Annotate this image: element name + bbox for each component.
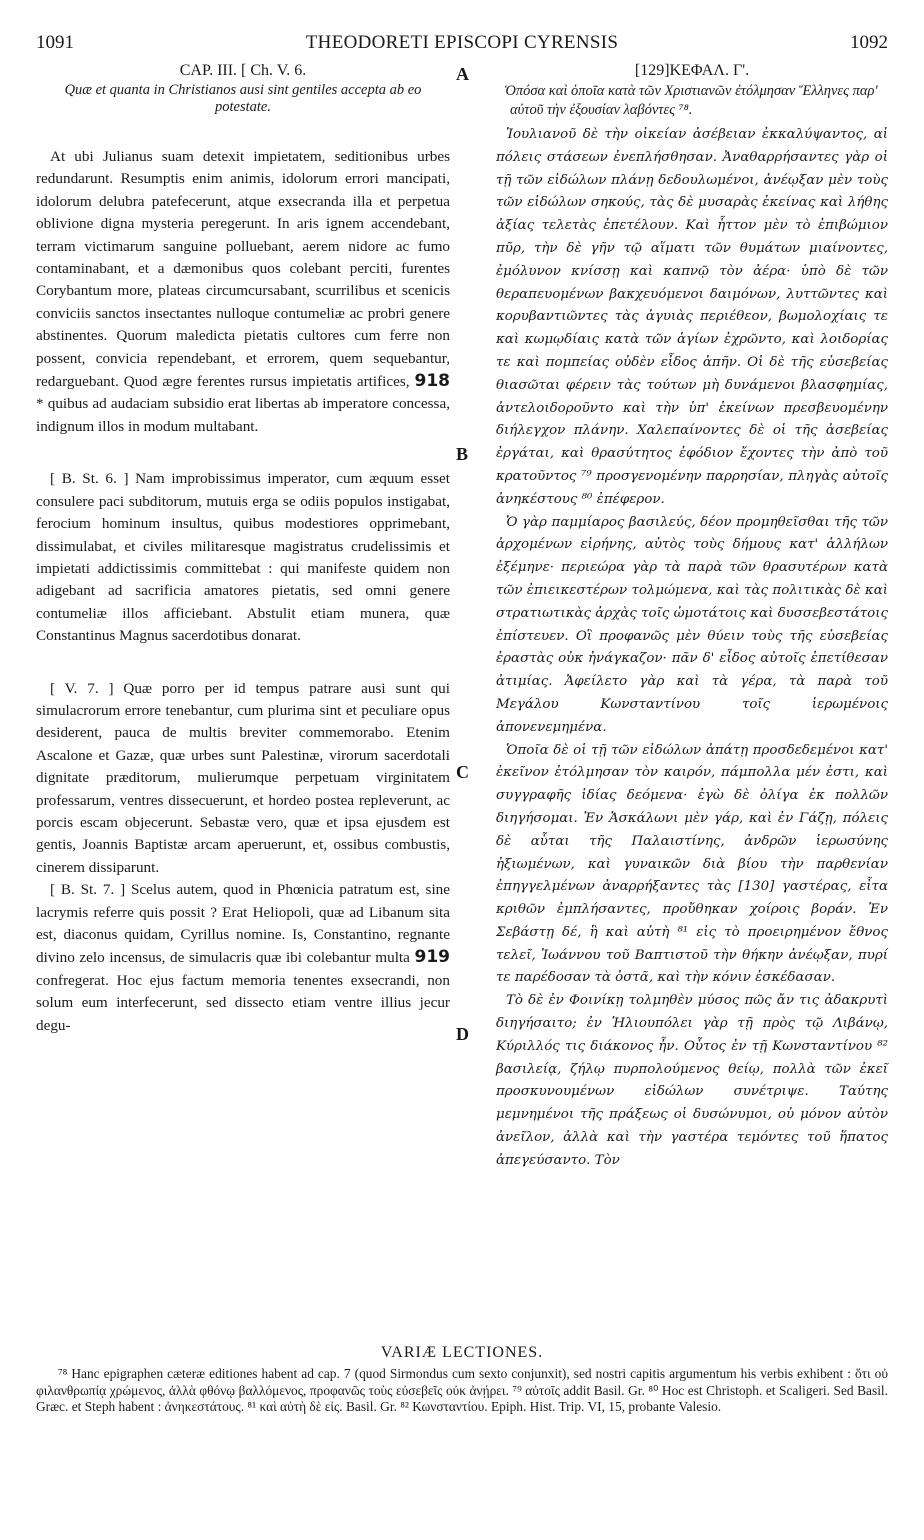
greek-column (496, 62, 888, 1173)
greek-chapter-summary: Ὁπόσα καὶ ὁποῖα κατὰ τῶν Χριστιανῶν ἐτόλμησαν Ἕλληνες παρ' αὐτοῦ τὴν ἐξουσίαν λαβόντες ⁷⁸. (504, 83, 878, 118)
greek-paragraph: Τὸ δὲ ἐν Φοινίκῃ τολμηθὲν μύσος πῶς ἄν τις ἀδακρυτὶ διηγήσαιτο; ἐν Ἡλιουπόλει γὰρ τῇ πρὸς τῷ Λιβάνῳ, Κύριλλός τις διάκονος ἦν. Οὗτος ἐν τῇ Κωνσταντίνου ⁸² βασιλείᾳ, ζήλῳ πυρπολούμενος θείῳ, πολλὰ τῶν ἐκεῖ προσκυνουμένων εἰδώλων συνέτριψε. Ταύτης μεμνημένοι τῆς πράξεως οἱ δυσώνυμοι, οὐ μόνον αὐτὸν ἀνεῖλον, ἀλλὰ καὶ τὴν γαστέρα τεμόντες τοῦ ἥπατος ἀπεγεύσαντο. Τὸν (496, 993, 888, 1168)
variae-lectiones-text: ⁷⁸ Hanc epigraphen cæteræ editiones habent ad cap. 7 (quod Sirmondus cum sexto conjunxit), sed nostri capitis argumentum his verbis exhibent : ὅτι οὐ φιλανθρωπίᾳ χρώμενος, ἀλλὰ φθόνῳ βαλλόμενος, προφανῶς τοὺς εὐσεβεῖς οὐκ ἀνῄρει. ⁷⁹ αὐτοῖς addit Basil. Gr. ⁸⁰ Hoc est Christoph. et Scaligeri. Sed Basil. Græc. et Steph habent : ἀνηκεστάτους. ⁸¹ καὶ αὐτὴ δὲ εἰς. Basil. Gr. ⁸² Κωνσταντίου. Epiph. Hist. Trip. VI, 15, probante Valesio. (36, 1366, 888, 1414)
running-title: THEODORETI EPISCOPI CYRENSIS (305, 32, 619, 53)
latin-paragraph: [ B. St. 6. ] Nam improbissimus imperator, cum æquum esset consulere paci subditorum, mutuis erga se odiis populos instigabat, ferocium hominum insultus, quibus modestiores opprimebant, dissimulabat, et civiles militaresque magistratus crudelissimis et impietati addictissimis committebat : qui manifeste quidem non adigebant ad sacrificia amatores pietatis, sed omni genere contumeliæ illos afficiebant. Abstulit etiam munera, quæ Constantinus Magnus sacerdotibus donarat. (36, 470, 450, 645)
latin-column (36, 62, 450, 1037)
margin-letter-d: D (456, 1024, 469, 1044)
latin-paragraph-text: At ubi Julianus suam detexit impietatem, seditionibus urbes redundarunt. Resumptis enim animis, idolorum errori mancipati, idolorum delubra patefecerunt, atque exsecranda illa et perpetua oblivione digna mysteria peregerunt. In aris ignem accendebant, terram victimarum sanguine polluebant, aerem nidore ac fumo contaminabant, et a dæmonibus quos colebant perciti, furentes Corybantum more, plateas circumcursabant, scurrilibus et scenicis conviciis sanctos insectantes nulloque contumeliæ ac probri genere abstinentes. Quorum maledicta pietatis cultores cum ferre non possent, convicia rependebant, et errorem, quem sequebantur, redarguebant. Quod ægre ferentes rursus impietatis artifices, (36, 148, 450, 391)
latin-paragraph-text: [ B. St. 7. ] Scelus autem, quod in Phœnicia patratum est, sine lacrymis referre quis possit ? Erat Heliopoli, quæ ad Libanum sita est, diaconus quidam, Cyrillus nomine. Is, Constantino, regnante divino zelo incensus, de simulacris quæ ibi colebantur multa (36, 881, 450, 967)
greek-paragraph: Ὁ γὰρ παμμίαρος βασιλεύς, δέον προμηθεῖσθαι τῆς τῶν ἀρχομένων εἰρήνης, αὐτὸς τοὺς δήμους κατ' ἀλλήλων ἐξέμηνε· περιεώρα γὰρ τὰ παρὰ τῶν θρασυτέρων κατὰ τῶν ἐπιεικεστέρων τολμώμενα, καὶ τὰς πολιτικὰς δὲ καὶ στρατιωτικὰς ἀρχὰς τοῖς ὠμοτάτοις καὶ δυσσεβεστάτοις ἐπίστευεν. Οἳ προφανῶς μὲν θύειν τοὺς τῆς εὐσεβείας ἐραστὰς οὐκ ἠνάγκαζον· πᾶν δ' εἶδος αὐτοῖς ἐπετίθεσαν ἀτιμίας. Ἀφείλετο γὰρ καὶ τὰ γέρα, τὰ παρὰ τοῦ Μεγάλου Κωνσταντίνου τοῖς ἱερωμένοις ἀπονενεμημένα. (496, 514, 888, 735)
latin-paragraph-tail: * quibus ad audaciam subsidio erat libertas ab imperatore concessa, indignum illos in modum multabant. (36, 395, 450, 435)
greek-chapter-heading: [129]ΚΕΦΑΛ. Γ'. (634, 62, 750, 79)
greek-paragraph: Ὁποῖα δὲ οἱ τῇ τῶν εἰδώλων ἀπάτῃ προσδεδεμένοι κατ' ἐκεῖνον ἐτόλμησαν τὸν καιρόν, πάμπολλα μέν ἐστι, καὶ συγγραφῆς ἰδίας δεόμενα· ἐγὼ δὲ ὀλίγα ἐκ πολλῶν διηγήσομαι. Ἐν Ἀσκάλωνι μὲν γάρ, καὶ ἐν Γάζῃ, πόλεις δὲ αὗται τῆς Παλαιστίνης, ἀνδρῶν ἱερωσύνης ἠξιωμένων, καὶ γυναικῶν διὰ βίου τὴν παρθενίαν ἐπηγγελμένων ἀναρρήξαντες τὰς [130] γαστέρας, εἶτα κριθῶν ἐμπλήσαντες, προὔθηκαν χοίροις βοράν. Ἐν Σεβάστῃ δέ, ἣ καὶ αὐτὴ ⁸¹ εἰς τὸ προειρημένον ἔθνος τελεῖ, Ἰωάννου τοῦ Βαπτιστοῦ τὴν θήκην ἀνέῳξαν, πυρί τε παρέδοσαν τὰ ὀστᾶ, καὶ τὴν κόνιν ἐσκέδασαν. (496, 742, 888, 986)
latin-paragraph (36, 879, 450, 1037)
latin-chapter-summary: Quæ et quanta in Christianos ausi sint gentiles accepta ab eo potestate. (64, 82, 422, 115)
latin-paragraph-tail: confregerat. Hoc ejus factum memoria tenentes exsecrandi, non solum eum interfecerunt, sed dissecto etiam ventre illius jecur degu- (36, 971, 450, 1034)
column-number-919: 919 (414, 947, 450, 968)
column-number-918: 918 (414, 371, 450, 392)
page-number-left: 1091 (36, 32, 74, 53)
latin-paragraph (36, 146, 450, 438)
page-number-right: 1092 (850, 32, 888, 53)
margin-letter-b: B (456, 444, 469, 464)
variae-lectiones-heading: VARIÆ LECTIONES. (380, 1344, 544, 1361)
margin-letter-a: A (456, 64, 469, 84)
running-head (36, 32, 888, 58)
latin-paragraph: [ V. 7. ] Quæ porro per id tempus patrare ausi sunt qui simulacrorum errore tenebantur, cum plurima sint et peculiare opus desiderent, pauca de multis breviter commemorabo. Etenim Ascalone et Gazæ, quæ urbes sunt Palestinæ, virorum sacerdotali dignitate præditorum, mulierumque perpetuam virginitatem professarum, ventres dissecuerunt, et hordeo postea repleverunt, ac porcis escam objecerunt. Sebastæ vero, quæ et ipsa ejusdem est gentis, Joannis Baptistæ arcam aperuerunt, et, ossibus combustis, cinerem dissiparunt. (36, 679, 450, 876)
margin-letter-c: C (456, 762, 469, 782)
latin-chapter-heading: CAP. III. [ Ch. V. 6. (179, 62, 307, 79)
greek-paragraph: Ἰουλιανοῦ δὲ τὴν οἰκείαν ἀσέβειαν ἐκκαλύψαντος, αἱ πόλεις στάσεων ἐνεπλήσθησαν. Ἀναθαρρήσαντες γὰρ οἱ τῇ τῶν εἰδώλων πλάνῃ δεδουλωμένοι, ἀνέῳξαν μὲν τοὺς τῶν εἰδώλων σηκούς, τὰς δὲ μυσαρὰς ἐκείνας καὶ λήθης ἀξίας τελετὰς ἐπετέλουν. Καὶ ἧττον μὲν τὸ ἐπιβώμιον πῦρ, τὴν δὲ γῆν τῷ αἵματι τῶν θυμάτων μιαίνοντες, ἐμόλυνον κνίσσῃ καὶ καπνῷ τὸν ἀέρα· ὑπὸ δὲ τῶν θεραπευομένων βακχευόμενοι δαιμόνων, λυττῶντες καὶ κορυβαντιῶντες τὰς ἀγυιὰς περιέθεον, βωμολοχίαις τε καὶ κωμῳδίαις κατὰ τῶν ἁγίων ἐχρῶντο, καὶ λοιδορίας τε καὶ πομπείας οὐδὲν εἶδος ἀπῆν. Οἱ δὲ τῆς εὐσεβείας θιασῶται φέρειν τὰς τούτων μὴ δυνάμενοι βλασφημίας, ἀντελοιδοροῦντο καὶ τὴν ὑπ' ἐκείνων πρεσβευομένην διήλεγχον πλάνην. Χαλεπαίνοντες δὲ οἱ τῆς ἀσεβείας ἐργάται, καὶ θρασύτητος ἐφόδιον ἔχοντες τὴν ἀπὸ τοῦ κρατοῦντος ⁷⁹ προσγενομένην παρρησίαν, πληγὰς αὐτοῖς ἀνηκέστους ⁸⁰ ἐπέφερον. (496, 127, 888, 507)
